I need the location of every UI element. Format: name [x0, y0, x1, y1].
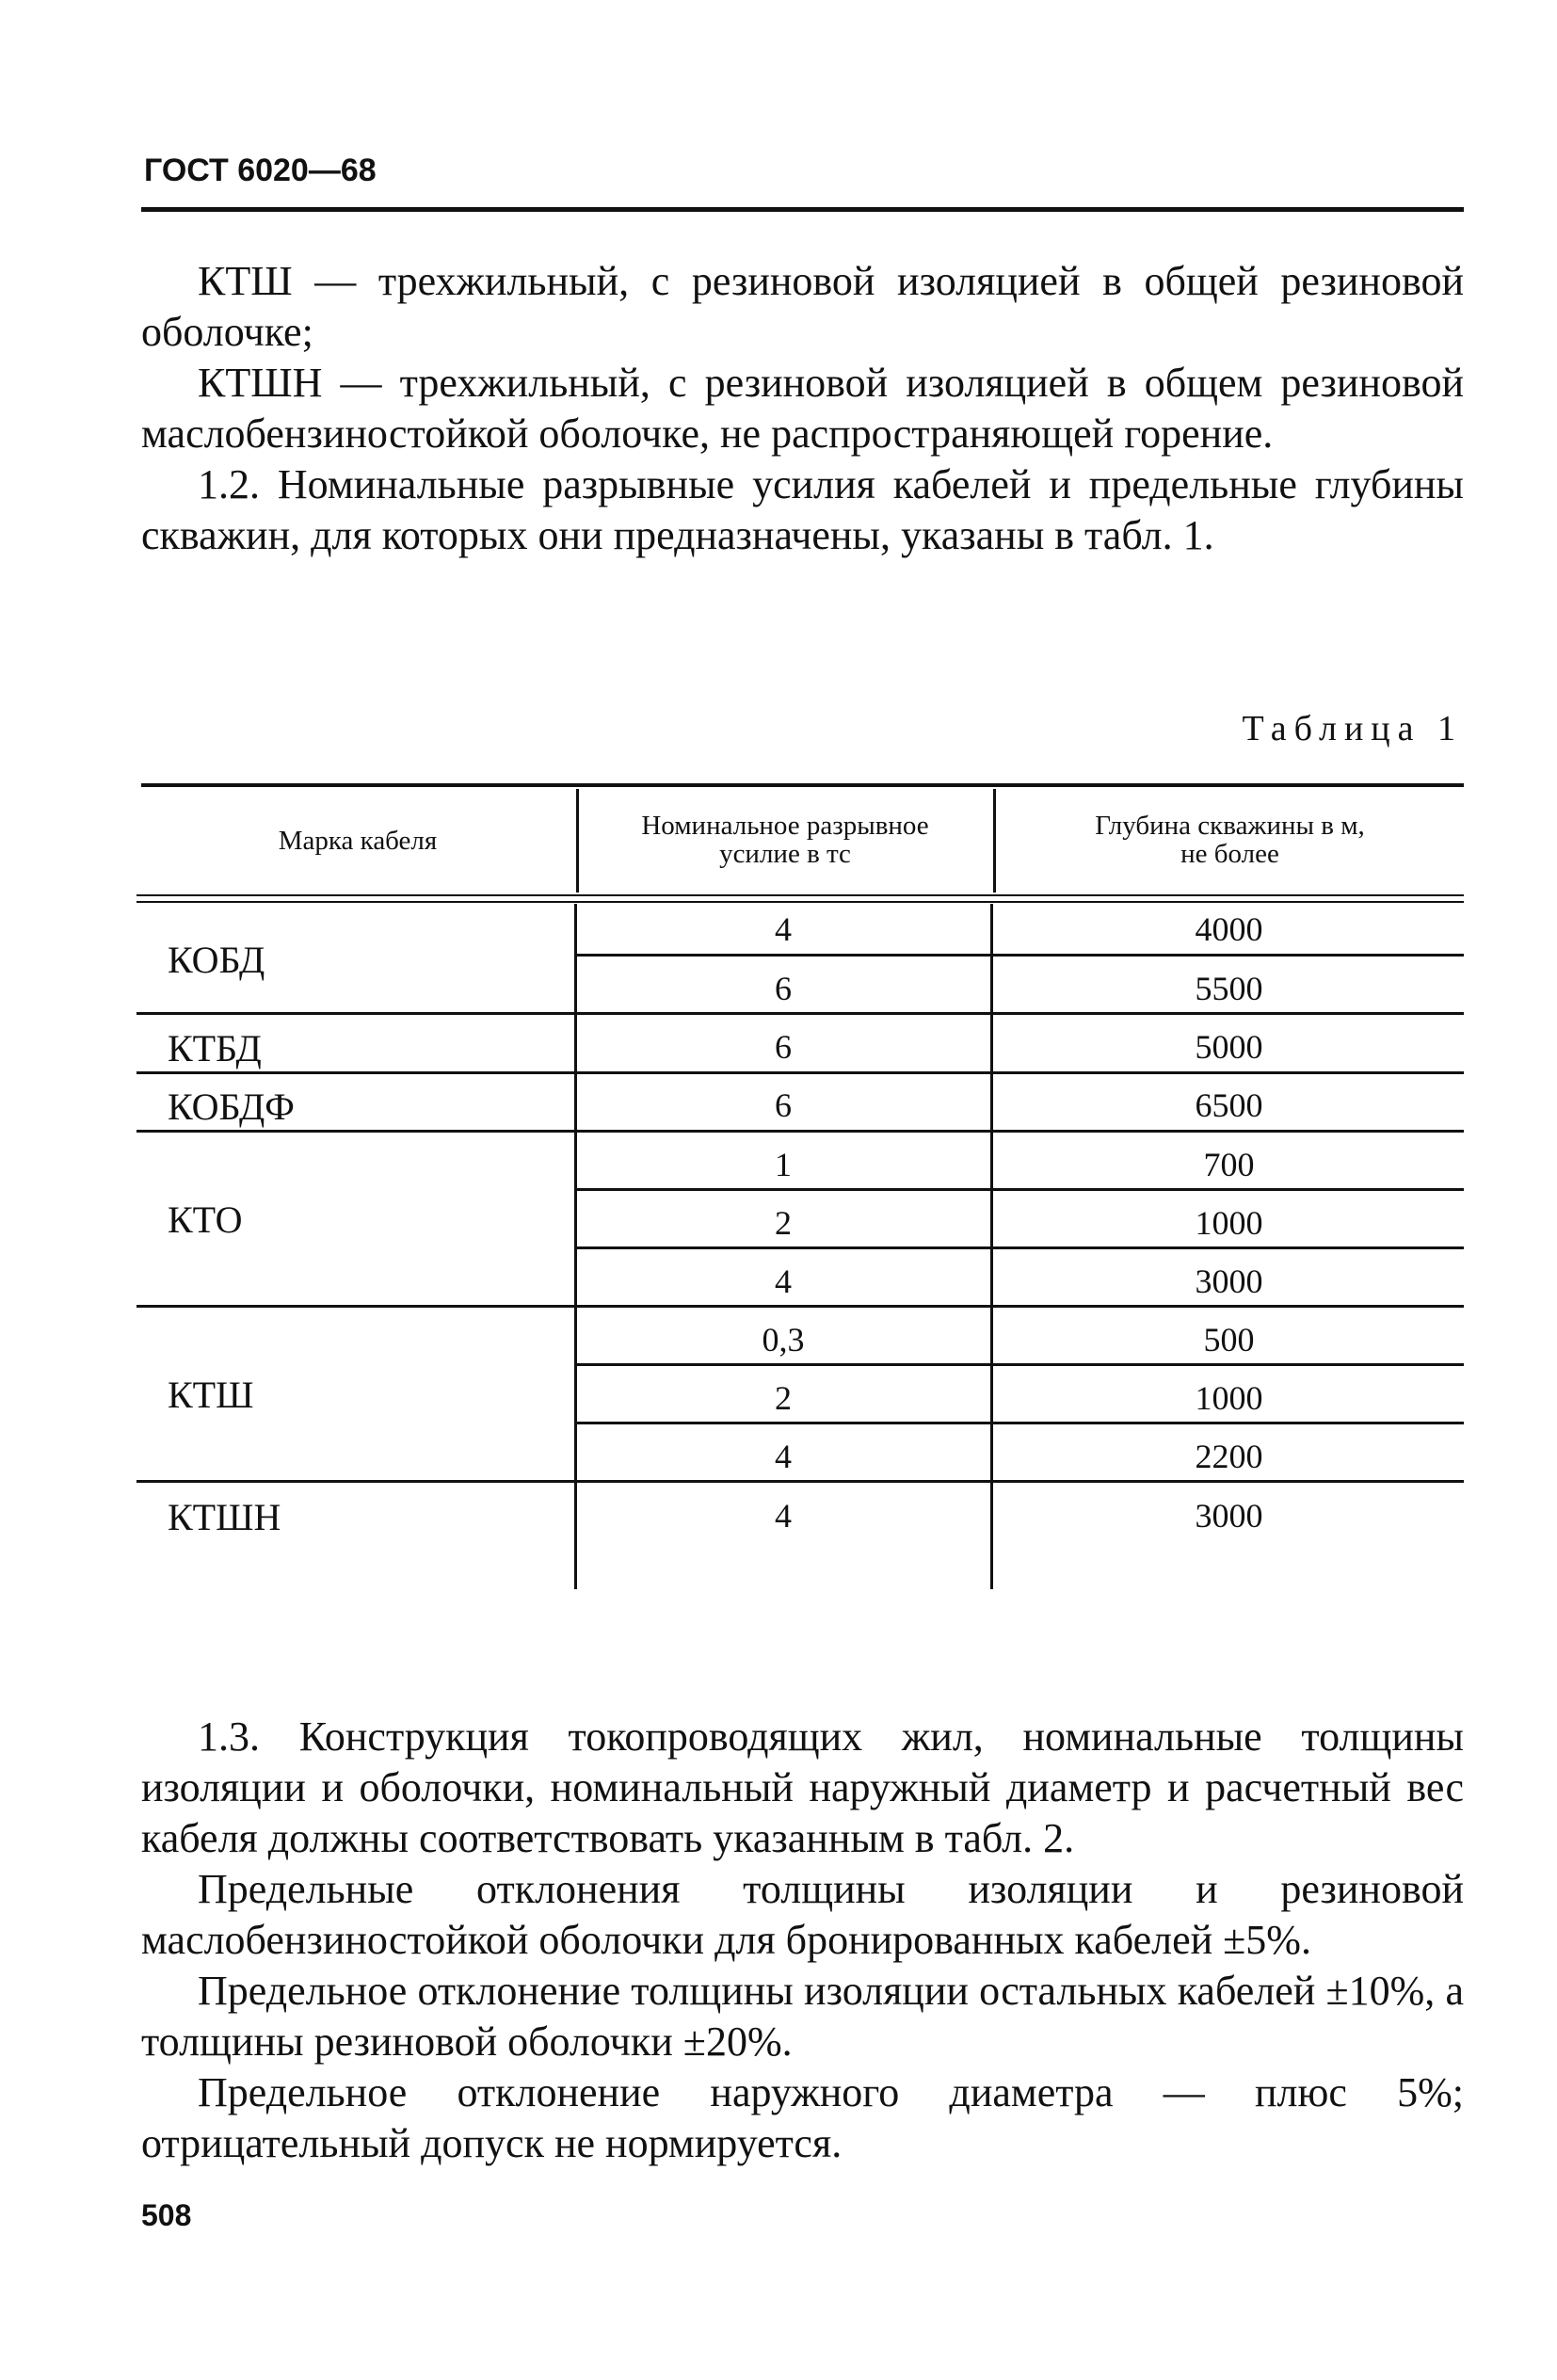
- paragraph-tolerance-other: Предельное отклонение толщины изоляции остальных кабелей ±10%, а толщины резиновой оболочки ±20%.: [141, 1968, 1464, 2065]
- force-cell: 1: [775, 1146, 792, 1183]
- row-rule: [576, 1422, 1464, 1424]
- paragraph-ktshn: КТШН — трехжильный, с резиновой изоляцией в общем резиновой маслобензиностойкой оболочке, не распространяющей горение.: [141, 360, 1464, 457]
- group-rule: [136, 1130, 1464, 1133]
- mark-ktsh: КТШ: [168, 1374, 254, 1416]
- depth-cell: 4000: [1195, 910, 1263, 948]
- row-rule: [576, 1188, 1464, 1191]
- depth-cell: 3000: [1195, 1497, 1263, 1535]
- paragraph-tolerance-armored: Предельные отклонения толщины изоляции и резиновой маслобензиностойкой оболочки для бронированных кабелей ±5%.: [141, 1866, 1464, 1963]
- table-top-rule: [141, 783, 1464, 787]
- paragraph-1-3: 1.3. Конструкция токопроводящих жил, номинальные толщины изоляции и оболочки, номинальный наружный диаметр и расчетный вес кабеля должны соответствовать указанным в табл. 2.: [141, 1713, 1464, 1861]
- depth-cell: 5000: [1195, 1028, 1263, 1066]
- depth-cell: 500: [1203, 1321, 1255, 1359]
- depth-cell: 5500: [1195, 970, 1263, 1007]
- header-depth: [996, 812, 1464, 868]
- group-rule: [136, 1071, 1464, 1074]
- document-header: ГОСТ 6020—68: [144, 153, 377, 188]
- force-cell: 4: [775, 1497, 792, 1535]
- force-cell: 2: [775, 1379, 792, 1417]
- header-force-line2: усилие в тс: [719, 839, 851, 869]
- depth-cell: 2200: [1195, 1438, 1263, 1475]
- header-depth-line1: Глубина скважины в м,: [1095, 811, 1365, 841]
- force-cell: 4: [775, 910, 792, 948]
- group-rule: [136, 1480, 1464, 1483]
- force-cell: 6: [775, 970, 792, 1007]
- mark-kobdf: КОБДФ: [168, 1085, 295, 1128]
- depth-cell: 6500: [1195, 1086, 1263, 1124]
- group-rule: [136, 1012, 1464, 1015]
- header-force: [578, 812, 992, 868]
- depth-cell: 3000: [1195, 1262, 1263, 1300]
- row-rule: [576, 954, 1464, 957]
- mark-ktshn: КТШН: [168, 1496, 281, 1538]
- row-rule: [576, 1246, 1464, 1249]
- force-cell: 2: [775, 1204, 792, 1242]
- depth-cell: 1000: [1195, 1379, 1263, 1417]
- depth-cell: 700: [1203, 1146, 1255, 1183]
- paragraph-ktsh: КТШ — трехжильный, с резиновой изоляцией в общей резиновой оболочке;: [141, 258, 1464, 355]
- header-double-rule: [136, 894, 1464, 903]
- header-depth-line2: не более: [1180, 839, 1279, 869]
- depth-cell: 1000: [1195, 1204, 1263, 1242]
- row-rule: [576, 1363, 1464, 1366]
- table-caption: Таблица 1: [1242, 709, 1463, 748]
- header-mark: Марка кабеля: [278, 826, 438, 856]
- paragraph-tolerance-diameter: Предельное отклонение наружного диаметра — плюс 5%; отрицательный допуск не нормируется.: [141, 2069, 1464, 2166]
- page-number: 508: [141, 2198, 192, 2232]
- header-force-line1: Номинальное разрывное: [641, 811, 929, 841]
- mark-kto: КТО: [168, 1198, 243, 1241]
- mark-ktbd: КТБД: [168, 1027, 262, 1069]
- paragraph-1-2: 1.2. Номинальные разрывные усилия кабелей и предельные глубины скважин, для которых они предназначены, указаны в табл. 1.: [141, 461, 1464, 558]
- group-rule: [136, 1305, 1464, 1308]
- force-cell: 4: [775, 1262, 792, 1300]
- force-cell: 0,3: [762, 1321, 805, 1359]
- header-rule: [141, 207, 1464, 212]
- force-cell: 4: [775, 1438, 792, 1475]
- force-cell: 6: [775, 1028, 792, 1066]
- force-cell: 6: [775, 1086, 792, 1124]
- mark-kobd: КОБД: [168, 939, 265, 981]
